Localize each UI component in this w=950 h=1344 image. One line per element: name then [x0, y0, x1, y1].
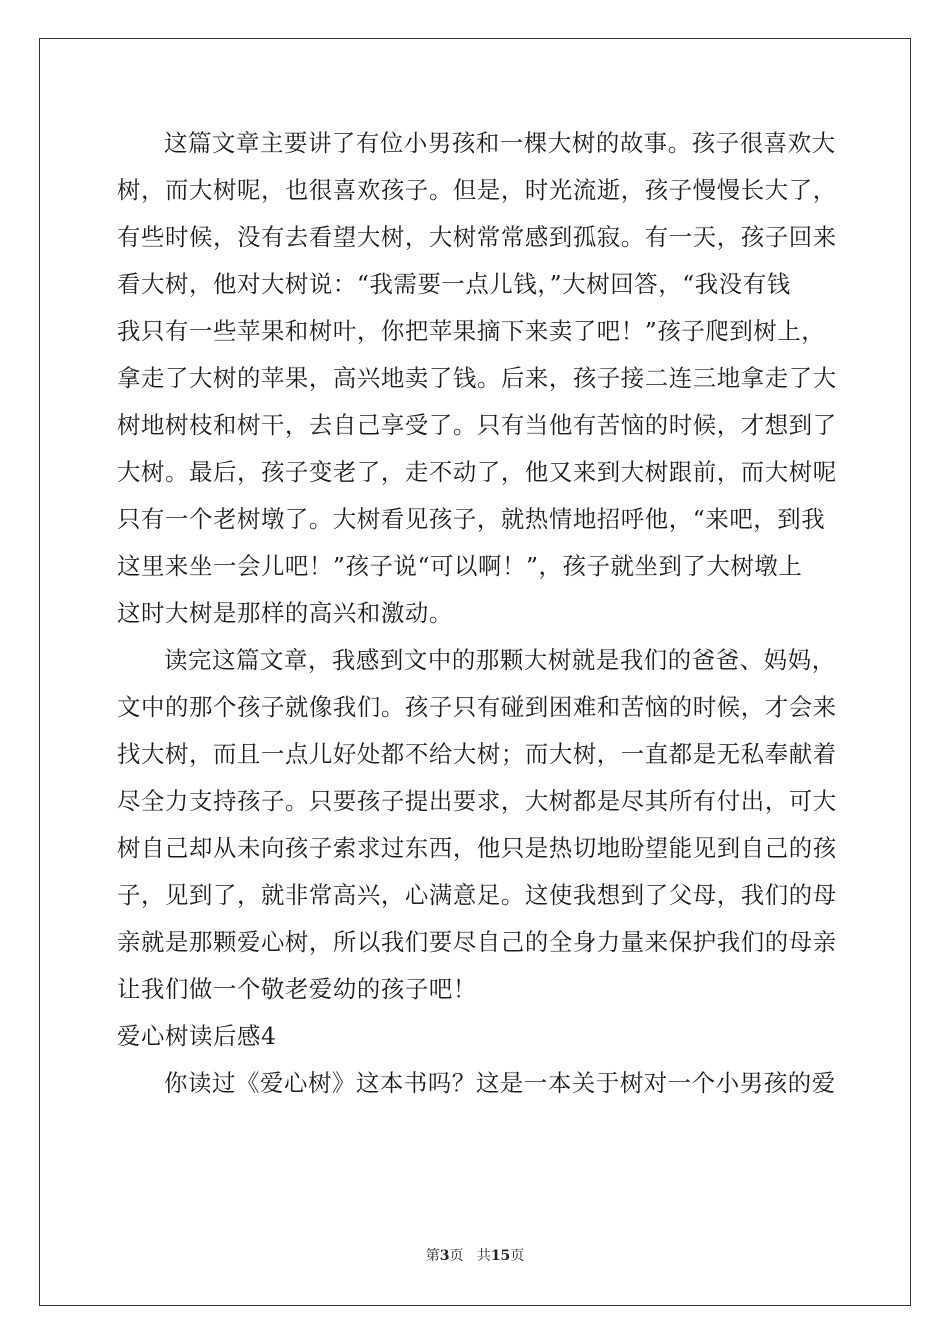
paragraph-2-line-3: 找大树，而且一点儿好处都不给大树；而大树，一直都是无私奉献着	[117, 740, 837, 768]
paragraph-1-line-3: 有些时候，没有去看望大树，大树常常感到孤寂。有一天，孩子回来	[117, 223, 837, 251]
paragraph-1-line-10: 这里来坐一会儿吧！”孩子说“可以啊！”，孩子就坐到了大树墩上	[117, 552, 803, 580]
paragraph-1-line-11: 这时大树是那样的高兴和激动。	[117, 599, 453, 627]
paragraph-1-line-1: 这篇文章主要讲了有位小男孩和一棵大树的故事。孩子很喜欢大	[164, 129, 836, 157]
page-suffix: 页	[449, 1248, 464, 1264]
paragraph-1-line-7: 树地树枝和树干，去自己享受了。只有当他有苦恼的时候，才想到了	[117, 411, 837, 439]
total-suffix: 页	[510, 1248, 525, 1264]
paragraph-1-line-2: 树，而大树呢，也很喜欢孩子。但是，时光流逝，孩子慢慢长大了，	[117, 176, 837, 204]
paragraph-1-line-6: 拿走了大树的苹果，高兴地卖了钱。后来，孩子接二连三地拿走了大	[117, 364, 837, 392]
page-prefix: 第	[425, 1248, 440, 1264]
paragraph-1-line-8: 大树。最后，孩子变老了，走不动了，他又来到大树跟前，而大树呢	[117, 458, 837, 486]
paragraph-2-line-6: 子，见到了，就非常高兴，心满意足。这使我想到了父母，我们的母	[117, 881, 837, 909]
paragraph-1-line-5: 我只有一些苹果和树叶，你把苹果摘下来卖了吧！”孩子爬到树上，	[117, 317, 826, 345]
paragraph-2-line-2: 文中的那个孩子就像我们。孩子只有碰到困难和苦恼的时候，才会来	[117, 693, 837, 721]
paragraph-1-line-4: 看大树，他对大树说：“我需要一点儿钱，”大树回答，“我没有钱	[117, 270, 791, 298]
paragraph-2-line-4: 尽全力支持孩子。只要孩子提出要求，大树都是尽其所有付出，可大	[117, 787, 837, 815]
page-footer	[0, 1245, 950, 1265]
section-heading: 爱心树读后感4	[117, 1022, 277, 1050]
page-total: 15	[490, 1248, 511, 1264]
total-prefix: 共	[476, 1248, 491, 1264]
paragraph-2-line-8: 让我们做一个敬老爱幼的孩子吧！	[117, 975, 477, 1003]
paragraph-2-line-1: 读完这篇文章，我感到文中的那颗大树就是我们的爸爸、妈妈，	[164, 646, 836, 674]
paragraph-3-line-1: 你读过《爱心树》这本书吗？这是一本关于树对一个小男孩的爱	[164, 1069, 836, 1097]
paragraph-2-line-5: 树自己却从未向孩子索求过东西，他只是热切地盼望能见到自己的孩	[117, 834, 837, 862]
paragraph-1-line-9: 只有一个老树墩了。大树看见孩子，就热情地招呼他，“来吧，到我	[117, 505, 826, 533]
page-current: 3	[439, 1248, 450, 1264]
paragraph-2-line-7: 亲就是那颗爱心树，所以我们要尽自己的全身力量来保护我们的母亲	[117, 928, 837, 956]
